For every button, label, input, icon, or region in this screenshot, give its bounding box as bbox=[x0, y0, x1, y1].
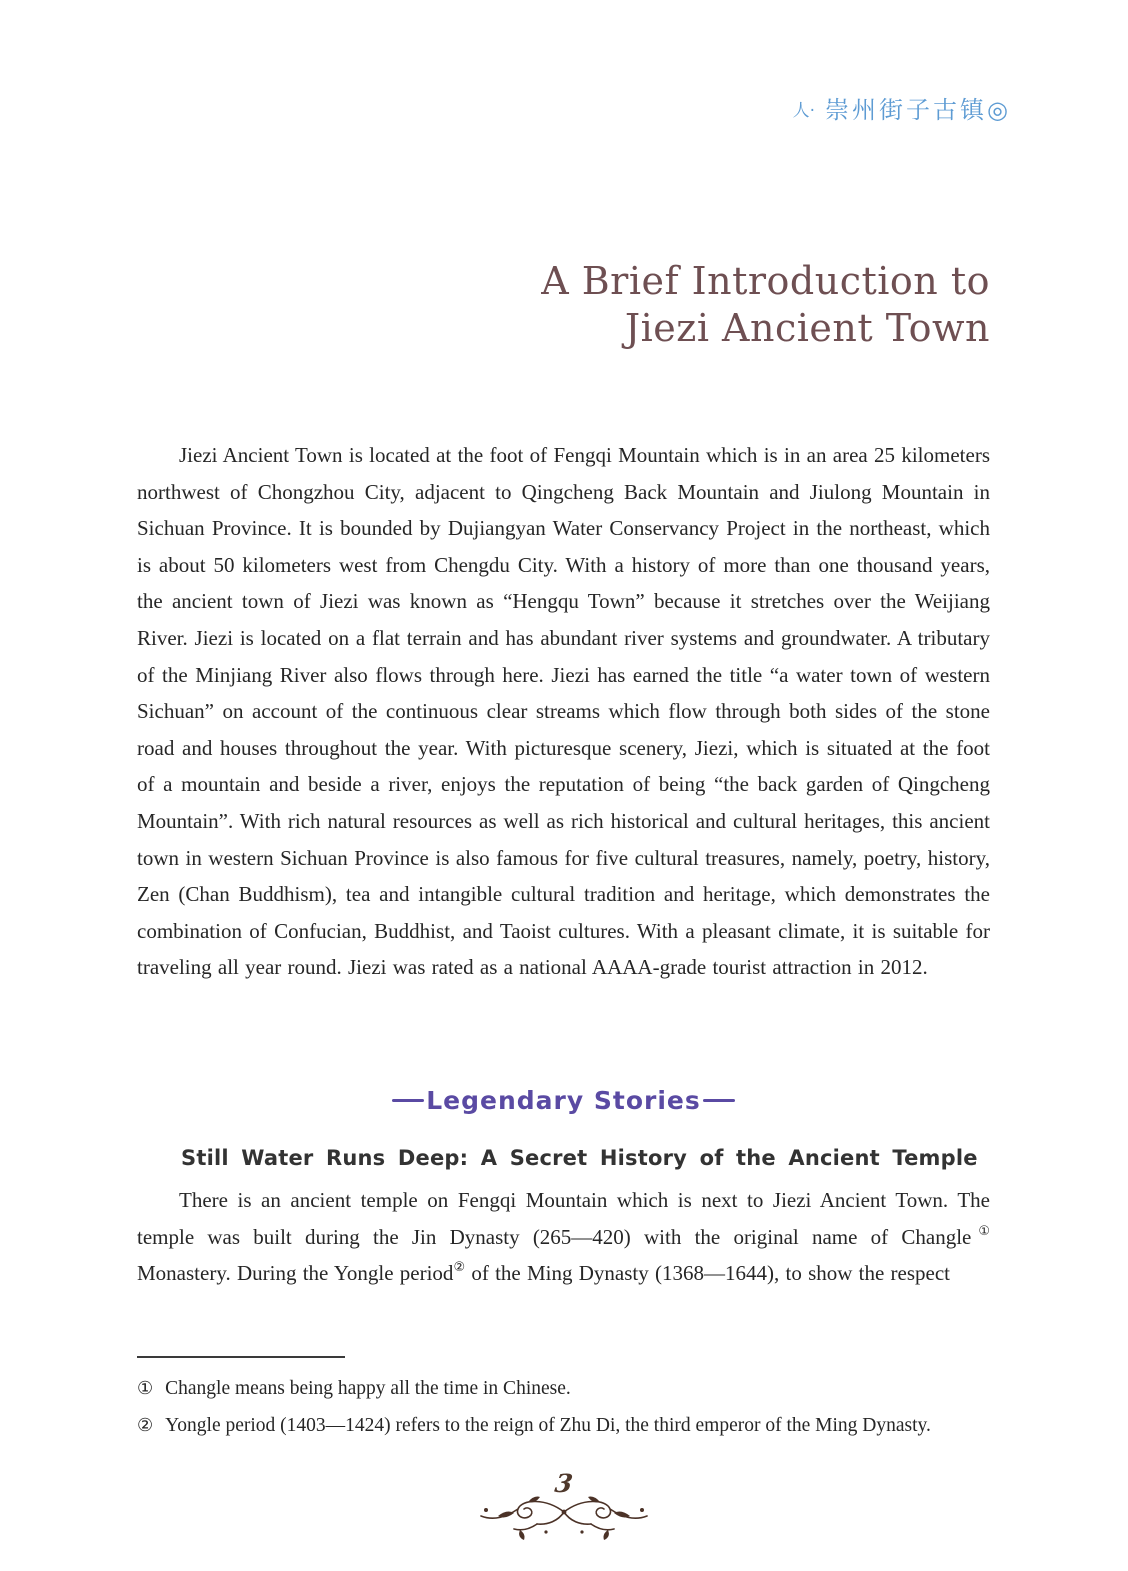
heading-right-dash bbox=[703, 1099, 735, 1102]
page-number: 3 bbox=[553, 1469, 575, 1498]
section-heading-label: Legendary Stories bbox=[426, 1086, 701, 1115]
chapter-title bbox=[541, 258, 990, 352]
section-heading bbox=[137, 1086, 990, 1115]
footnote-ref-1: ① bbox=[971, 1223, 990, 1239]
footnote-1-text: Changle means being happy all the time in Chinese. bbox=[165, 1378, 571, 1399]
footnote-2 bbox=[137, 1407, 1007, 1444]
footnote-divider bbox=[137, 1356, 345, 1358]
header-circle-icon: ◎ bbox=[987, 96, 1008, 124]
footnote-2-text: Yongle period (1403—1424) refers to the reign of Zhu Di, the third emperor of the Ming Dynasty. bbox=[165, 1415, 931, 1436]
chapter-title-line2: Jiezi Ancient Town bbox=[624, 306, 990, 350]
chapter-title-line1: A Brief Introduction to bbox=[541, 259, 990, 303]
page-footer bbox=[0, 1469, 1128, 1544]
running-header bbox=[793, 90, 1008, 125]
footnote-1-marker: ① bbox=[137, 1378, 154, 1399]
footnote-2-marker: ② bbox=[137, 1415, 154, 1436]
footnote-ref-2: ② bbox=[453, 1260, 466, 1276]
intro-paragraph: Jiezi Ancient Town is located at the foot of Fengqi Mountain which is in an area 25 kilometers northwest of Chongzhou City, adjacent to Qingcheng Back Mountain and Jiulong Mountain in Sichuan Province. It is bounded by Dujiangyan Water Conservancy Project in the northeast, which is about 50 kilometers west from Chengdu City. With a history of more than one thousand years, the ancient town of Jiezi was known as “Hengqu Town” because it stretches over the Weijiang River. Jiezi is located on a flat terrain and has abundant river systems and groundwater. A tributary of the Minjiang River also flows through here. Jiezi has earned the title “a water town of western Sichuan” on account of the continuous clear streams which flow through both sides of the stone road and houses throughout the year. With picturesque scenery, Jiezi, which is situated at the foot of a mountain and beside a river, enjoys the reputation of being “the back garden of Qingcheng Mountain”. With rich natural resources as well as rich historical and cultural heritages, this ancient town in western Sichuan Province is also famous for five cultural treasures, namely, poetry, history, Zen (Chan Buddhism), tea and intangible cultural tradition and heritage, which demonstrates the combination of Confucian, Buddhist, and Taoist cultures. With a pleasant climate, it is suitable for traveling all year round. Jiezi was rated as a national AAAA-grade tourist attraction in 2012. bbox=[137, 443, 990, 980]
header-mark: 人· bbox=[792, 101, 816, 121]
story-text-3: of the Ming Dynasty (1368—1644), to show the respect bbox=[465, 1261, 951, 1286]
story-text-1: There is an ancient temple on Fengqi Mountain which is next to Jiezi Ancient Town. The temple was built during the Jin Dynasty (265—420) with the original name of Changle bbox=[137, 1188, 990, 1249]
footnote-1 bbox=[137, 1370, 1007, 1407]
story-subheading: Still Water Runs Deep: A Secret History of the Ancient Temple bbox=[181, 1146, 978, 1170]
heading-left-dash bbox=[392, 1099, 424, 1102]
story-text-2: Monastery. During the Yongle period bbox=[137, 1261, 454, 1286]
flourish-ornament bbox=[476, 1492, 652, 1544]
story-paragraph bbox=[137, 1182, 990, 1292]
header-chinese-title: 崇州街子古镇 bbox=[825, 96, 988, 124]
footnotes bbox=[137, 1356, 1007, 1444]
